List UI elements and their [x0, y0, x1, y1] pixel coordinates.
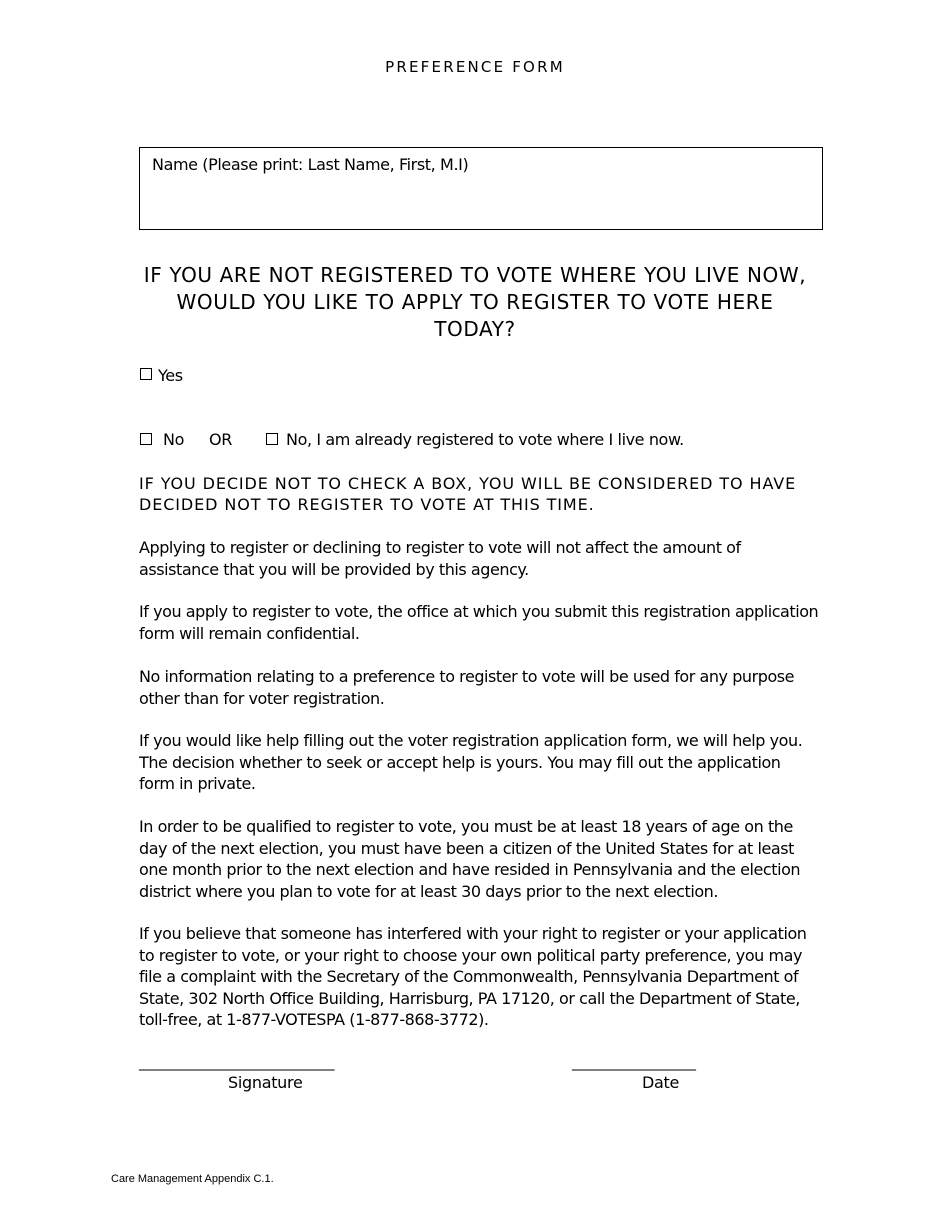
paragraph-help: If you would like help filling out the voter registration application form, we will help you. The decision whether to seek or accept help is yours. You may fill out the application form in private. [139, 731, 803, 793]
footer-reference: Care Management Appendix C.1. [111, 1173, 274, 1185]
paragraph-qualifications: In order to be qualified to register to vote, you must be at least 18 years of age on the day of the next election, you must have been a citizen of the United States for at least one month prior to the next election and have resided in Pennsylvania and the election district where you plan to vote for at least 30 days prior to the next election. [139, 817, 801, 901]
paragraph-complaint: If you believe that someone has interfered with your right to register or your application to register to vote, or your right to choose your own political party preference, you may file a complaint with the Secretary of the Commonwealth, Pennsylvania Department of State, 302 North Office Building, Harrisburg, PA 17120, or call the Department of State, toll-free, at 1-877-VOTESPA (1-877-868-3772). [139, 924, 807, 1029]
name-field[interactable] [139, 147, 823, 230]
already-registered-checkbox[interactable] [266, 433, 278, 445]
date-label: Date [642, 1073, 680, 1092]
form-title: PREFERENCE FORM [385, 58, 565, 76]
yes-checkbox[interactable] [140, 368, 152, 380]
no-label: No [163, 430, 184, 449]
paragraph-confidential: If you apply to register to vote, the office at which you submit this registration application form will remain confidential. [139, 602, 819, 643]
paragraph-assistance: Applying to register or declining to register to vote will not affect the amount of assistance that you will be provided by this agency. [139, 538, 741, 579]
no-checkbox[interactable] [140, 433, 152, 445]
date-line[interactable]: ___________________ [572, 1055, 696, 1071]
signature-label: Signature [228, 1073, 303, 1092]
registration-question: IF YOU ARE NOT REGISTERED TO VOTE WHERE YOU LIVE NOW, WOULD YOU LIKE TO APPLY TO REGISTER TO VOTE HERE TODAY? [143, 263, 807, 341]
paragraph-information-use: No information relating to a preference to register to vote will be used for any purpose other than for voter registration. [139, 667, 795, 708]
name-field-label: Name (Please print: Last Name, First, M.I) [152, 155, 469, 174]
no-checkbox-notice: IF YOU DECIDE NOT TO CHECK A BOX, YOU WILL BE CONSIDERED TO HAVE DECIDED NOT TO REGISTER TO VOTE AT THIS TIME. [139, 474, 797, 514]
or-label: OR [209, 430, 232, 449]
yes-label: Yes [158, 366, 183, 385]
already-registered-label: No, I am already registered to vote where I live now. [286, 430, 684, 449]
signature-line[interactable]: ______________________________ [139, 1055, 334, 1071]
